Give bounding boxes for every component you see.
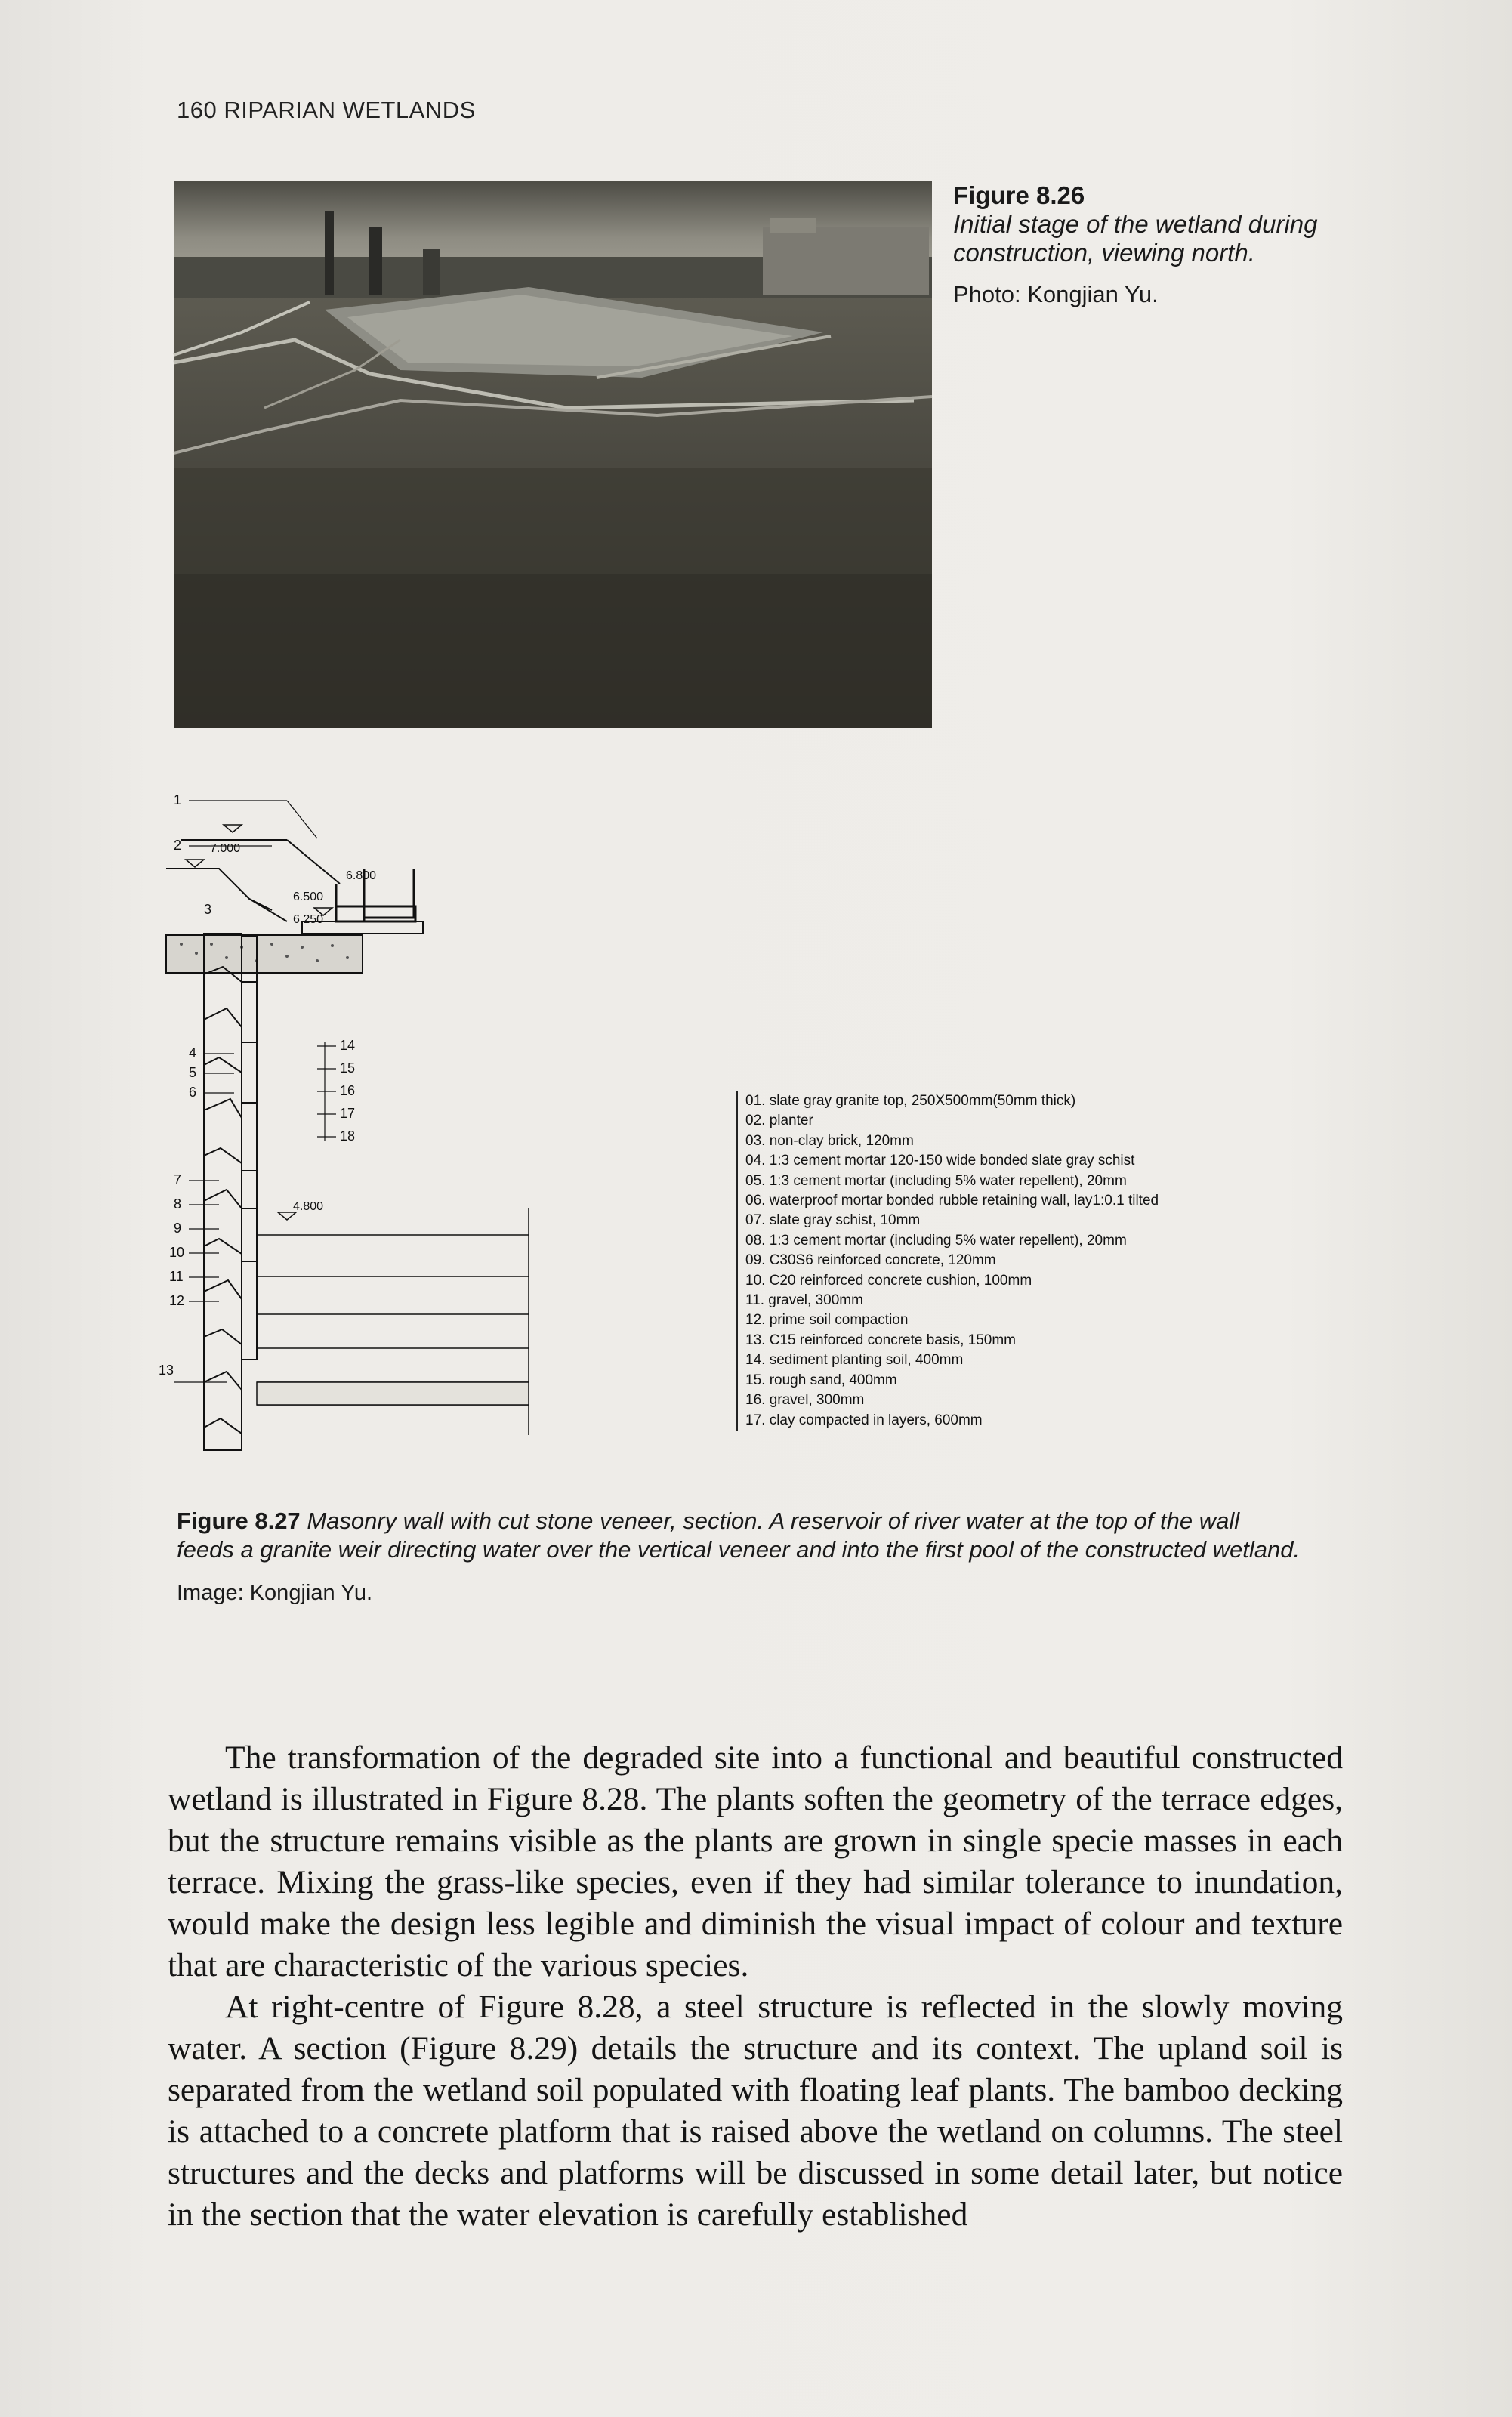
section-legend [736,1091,1159,1431]
callout-number: 4 [189,1045,197,1060]
legend-item: 01. slate gray granite top, 250X500mm(50mm thick) [745,1093,1076,1109]
legend-item: 10. C20 reinforced concrete cushion, 100mm [745,1272,1032,1289]
paragraph: At right-centre of Figure 8.28, a steel structure is reflected in the slowly moving water. A section (Figure 8.29) details the structure and its context. The upland soil is separated from the wetland soil populated with floating leaf plants. The bamboo decking is attached to a concrete platform that is raised above the wetland on columns. The steel structures and the decks and platforms will be discussed in some detail later, but notice in the section that the water elevation is carefully established [168,1989,1343,2233]
paragraph: The transformation of the degraded site into a functional and beautiful constructed wetland is illustrated in Figure 8.28. The plants soften the geometry of the terrace edges, but the structure remains visible as the plants are grown in single specie masses in each terrace. Mixing the grass-like species, even if they had similar tolerance to inundation, would make the design less legible and diminish the visual impact of colour and texture that are characteristic of the various species. [168,1739,1343,1983]
figure-label: Figure 8.27 [177,1508,301,1534]
figure-8-26-caption [953,181,1376,308]
legend-item: 12. prime soil compaction [745,1312,909,1329]
legend-item: 09. C30S6 reinforced concrete, 120mm [745,1252,996,1269]
callout-number: 11 [169,1269,184,1284]
wetland-construction-photo [174,181,932,728]
callout-number: 13 [159,1363,174,1378]
callout-number: 5 [189,1065,197,1080]
figure-credit: Photo: Kongjian Yu. [953,281,1159,307]
callout-number: 14 [340,1038,356,1053]
legend-item: 04. 1:3 cement mortar 120-150 wide bonded slate gray schist [745,1153,1135,1169]
callout-number: 1 [174,792,182,807]
elevation-label: 4.800 [293,1200,324,1213]
figure-caption-text [177,1507,1302,1564]
legend-item: 15. rough sand, 400mm [745,1372,897,1388]
masonry-wall-section-drawing [159,786,740,1465]
callout-number: 12 [169,1293,185,1308]
figure-caption: Initial stage of the wetland during construction, viewing north. [953,210,1318,267]
callout-number: 18 [340,1128,356,1144]
legend-item: 16. gravel, 300mm [745,1392,865,1409]
legend-item: 06. waterproof mortar bonded rubble retaining wall, lay1:0.1 tilted [745,1193,1159,1209]
figure-caption: Masonry wall with cut stone veneer, section. A reservoir of river water at the top of the wall feeds a granite weir directing water over the vertical veneer and into the first pool of the constructed wetland. [177,1508,1301,1563]
callout-number: 7 [174,1172,182,1187]
callout-number: 6 [189,1085,197,1100]
figure-label: Figure 8.26 [953,181,1085,209]
elevation-label: 6.250 [293,913,324,926]
legend-item: 02. planter [745,1113,813,1129]
body-text [168,1737,1343,2236]
callout-number: 10 [169,1245,185,1260]
callout-number: 3 [204,902,212,917]
legend-item: 14. sediment planting soil, 400mm [745,1352,964,1369]
running-head: 160 RIPARIAN WETLANDS [177,97,476,123]
legend-item: 05. 1:3 cement mortar (including 5% water repellent), 20mm [745,1172,1127,1189]
callout-number: 17 [340,1106,356,1121]
elevation-label: 7.000 [210,842,241,855]
callout-number: 8 [174,1196,182,1212]
legend-item: 13. C15 reinforced concrete basis, 150mm [745,1332,1017,1348]
legend-item: 11. gravel, 300mm [745,1292,863,1309]
legend-item: 08. 1:3 cement mortar (including 5% water repellent), 20mm [745,1232,1127,1249]
figure-8-27-caption [177,1507,1302,1606]
callout-number: 9 [174,1221,182,1236]
callout-number: 16 [340,1083,356,1098]
callout-number: 2 [174,838,182,853]
elevation-label: 6.800 [346,869,377,882]
elevation-label: 6.500 [293,891,324,903]
figure-credit: Image: Kongjian Yu. [177,1581,373,1605]
legend-item: 07. slate gray schist, 10mm [745,1212,921,1229]
callout-number: 15 [340,1060,356,1076]
legend-item: 17. clay compacted in layers, 600mm [745,1412,983,1428]
legend-item: 03. non-clay brick, 120mm [745,1132,914,1149]
